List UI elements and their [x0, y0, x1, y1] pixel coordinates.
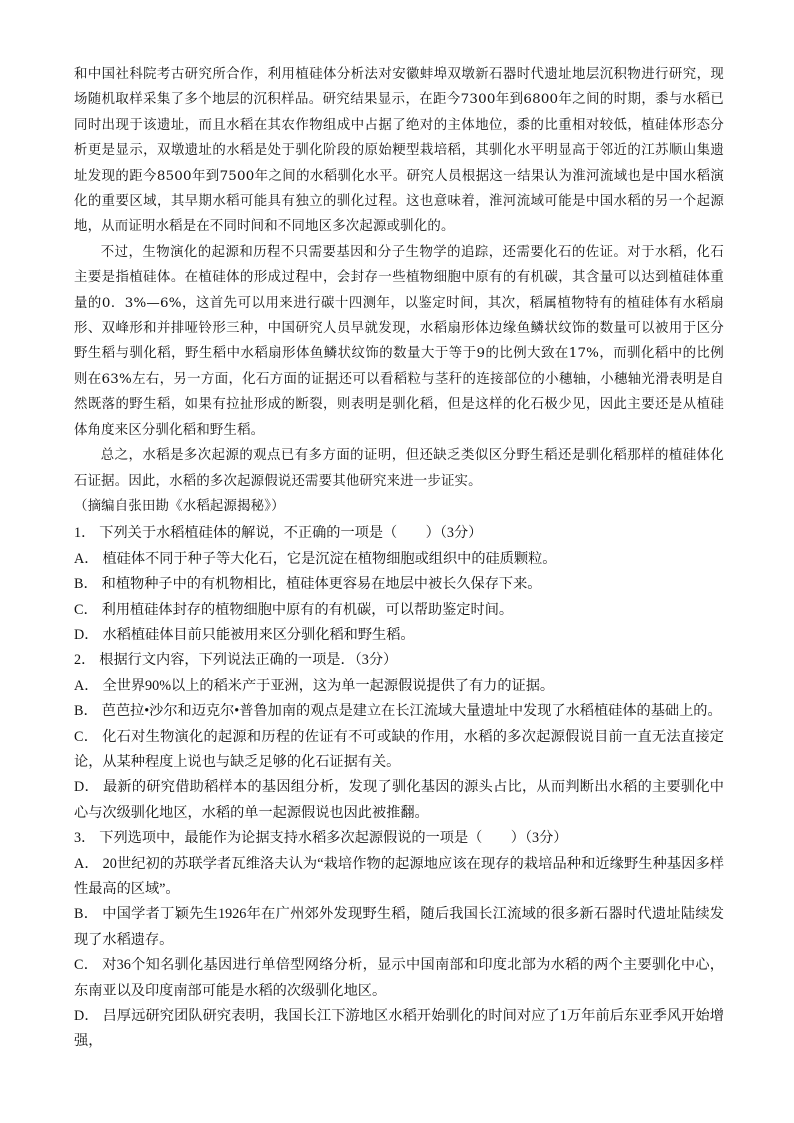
- question-number: 1．: [74, 525, 96, 542]
- option-b: [74, 902, 724, 953]
- option-b: [74, 572, 724, 597]
- passage-source: （摘编自张田勘《水稻起源揭秘》）: [74, 498, 285, 514]
- option-text: 对36个知名驯化基因进行单倍型网络分析，显示中国南部和印度北部为水稻的两个主要驯化中心，东南亚以及印度南部可能是水稻的次级驯化地区。: [74, 957, 724, 999]
- option-label: C．: [74, 728, 99, 745]
- reading-passage: [74, 62, 724, 519]
- option-a: [74, 852, 724, 903]
- option-d: [74, 775, 724, 826]
- question-number: 2．: [74, 652, 96, 669]
- option-label: D．: [74, 1008, 99, 1025]
- option-text: 化石对生物演化的起源和历程的佐证有不可或缺的作用，水稻的多次起源假说目前一直无法直接定论，从某种程度上说也与缺乏足够的化石证据有关。: [74, 728, 724, 770]
- option-label: D．: [74, 626, 99, 643]
- option-label: D．: [74, 779, 99, 796]
- option-label: B．: [74, 576, 98, 593]
- option-label: C．: [74, 957, 99, 974]
- option-b: [74, 699, 724, 724]
- question-text: 根据行文内容，下列说法正确的一项是．（3分）: [99, 652, 398, 669]
- question-list: [74, 521, 724, 1055]
- question-text: 下列关于水稻植硅体的解说，不正确的一项是（ ）（3分）: [99, 525, 483, 542]
- question-number: 3．: [74, 830, 96, 847]
- document-page: [74, 62, 724, 1055]
- option-d: [74, 1004, 724, 1055]
- option-text: 吕厚远研究团队研究表明，我国长江下游地区水稻开始驯化的时间对应了1万年前后东亚季风开始增强，: [74, 1008, 724, 1050]
- option-text: 全世界90%以上的稻米产于亚洲，这为单一起源假说提供了有力的证据。: [102, 677, 555, 694]
- option-c: [74, 725, 724, 776]
- option-text: 芭芭拉•沙尔和迈克尔•普鲁加南的观点是建立在长江流域大量遗址中发现了水稻植硅体的基础上的。: [101, 703, 722, 720]
- option-label: A．: [74, 550, 99, 567]
- option-text: 水稻植硅体目前只能被用来区分驯化稻和野生稻。: [102, 626, 415, 643]
- option-text: 20世纪初的苏联学者瓦维洛夫认为“栽培作物的起源地应该在现存的栽培品种和近缘野生种基因多样性最高的区域”。: [74, 855, 724, 897]
- option-d: [74, 623, 724, 648]
- question-1: [74, 521, 724, 648]
- question-stem: [74, 521, 724, 546]
- option-text: 中国学者丁颖先生1926年在广州郊外发现野生稻，随后我国长江流域的很多新石器时代遗址陆续发现了水稻遗存。: [74, 906, 724, 948]
- option-label: B．: [74, 703, 98, 720]
- option-c: [74, 598, 724, 623]
- option-text: 最新的研究借助稻样本的基因组分析，发现了驯化基因的源头占比，从而判断出水稻的主要驯化中心与次级驯化地区，水稻的单一起源假说也因此被推翻。: [74, 779, 724, 821]
- option-label: B．: [74, 906, 99, 923]
- option-label: C．: [74, 601, 98, 618]
- option-a: [74, 547, 724, 572]
- question-stem: [74, 826, 724, 851]
- question-stem: [74, 648, 724, 673]
- option-label: A．: [74, 855, 99, 872]
- passage-paragraph-1: 和中国社科院考古研究所合作，利用植硅体分析法对安徽蚌埠双墩新石器时代遗址地层沉积物进行研究，现场随机取样采集了多个地层的沉积样品。研究结果显示，在距今7300年到6800年之间的时期，黍与水稻已同时出现于该遗址，而且水稻在其农作物组成中占据了绝对的主体地位，黍的比重相对较低，植硅体形态分析更是显示，双墩遗址的水稻是处于驯化阶段的原始粳型栽培稻，其驯化水平明显高于邻近的江苏顺山集遗址发现的距今8500年到7500年之间的水稻驯化水平。研究人员根据这一结果认为淮河流域也是中国水稻演化的重要区域，其早期水稻可能具有独立的驯化过程。这也意味着，淮河流域可能是中国水稻的另一个起源地，从而证明水稻是在不同时间和不同地区多次起源或驯化的。: [74, 67, 724, 235]
- question-text: 下列选项中，最能作为论据支持水稻多次起源假说的一项是（ ）（3分）: [99, 830, 568, 847]
- option-a: [74, 674, 724, 699]
- passage-paragraph-2: 不过，生物演化的起源和历程不只需要基因和分子生物学的追踪，还需要化石的佐证。对于水稻，化石主要是指植硅体。在植硅体的形成过程中，会封存一些植物细胞中原有的有机碳，其含量可以达到植硅体重量的0．3%—6%，这首先可以用来进行碳十四测年，以鉴定时间，其次，稻属植物特有的植硅体有水稻扇形、双峰形和并排哑铃形三种，中国研究人员早就发现，水稻扇形体边缘鱼鳞状纹饰的数量可以被用于区分野生稻与驯化稻，野生稻中水稻扇形体鱼鳞状纹饰的数量大于等于9的比例大致在17%，而驯化稻中的比例则在63%左右，另一方面，化石方面的证据还可以看稻粒与茎秆的连接部位的小穗轴，小穗轴光滑表明是自然既落的野生稻，如果有拉扯形成的断裂，则表明是驯化稻，但是这样的化石极少见，因此主要还是从植硅体角度来区分驯化稻和野生稻。: [74, 244, 724, 438]
- option-text: 植硅体不同于种子等大化石，它是沉淀在植物细胞或组织中的硅质颗粒。: [102, 550, 557, 567]
- option-text: 和植物种子中的有机物相比，植硅体更容易在地层中被长久保存下来。: [101, 576, 542, 593]
- passage-paragraph-3: 总之，水稻是多次起源的观点已有多方面的证明，但还缺乏类似区分野生稻还是驯化稻那样的植硅体化石证据。因此，水稻的多次起源假说还需要其他研究来进一步证实。: [74, 448, 724, 489]
- option-text: 利用植硅体封存的植物细胞中原有的有机碳，可以帮助鉴定时间。: [101, 601, 514, 618]
- question-3: [74, 826, 724, 1055]
- option-c: [74, 953, 724, 1004]
- question-2: [74, 648, 724, 826]
- option-label: A．: [74, 677, 99, 694]
